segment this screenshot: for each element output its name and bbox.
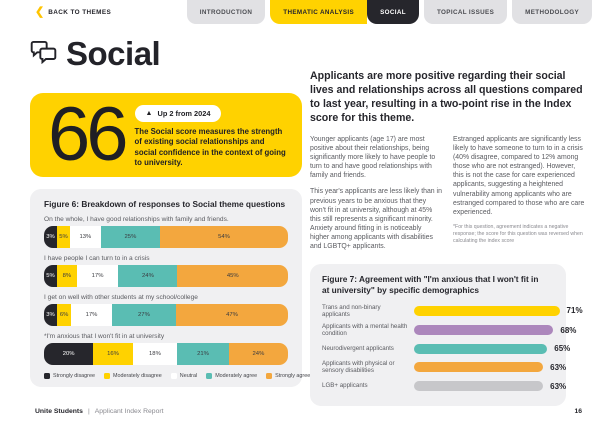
bar-segment-moderately-disagree: [93, 343, 132, 365]
bar-segment-moderately-agree: [101, 226, 160, 248]
body-paragraph: This year's applicants are less likely than in previous years to be anxious that they won't fit in at university, although at 45% this still represents a significant minority. Anxiety around fitting in is noticeably higher among applicants with disabilities and LGBTQ+ applicants.: [310, 188, 442, 251]
tab-thematic-analysis[interactable]: THEMATIC ANALYSIS: [270, 0, 367, 24]
body-column-1: [310, 135, 442, 258]
bar-segment-strongly-agree: [160, 226, 288, 248]
up-triangle-icon: ▲: [145, 110, 153, 118]
bar-segment-neutral: [77, 265, 119, 287]
question-label: *I'm anxious that I won't fit in at university: [44, 333, 165, 340]
demographic-label: Applicants with physical or sensory disabilities: [322, 360, 395, 375]
bar-segment-moderately-disagree: [57, 265, 77, 287]
demographic-label: Neurodivergent applicants: [322, 345, 394, 353]
stacked-bar: [44, 304, 288, 326]
demographic-row: [322, 342, 571, 355]
legend-label: Strongly disagree: [53, 373, 95, 379]
question-label: I have people I can turn to in a crisis: [44, 255, 150, 262]
report-name: Applicant Index Report: [94, 408, 164, 415]
demographic-bar: [414, 344, 547, 354]
figure6-title: Figure 6: Breakdown of responses to Social theme questions: [44, 199, 286, 209]
tab-topical-issues[interactable]: TOPICAL ISSUES: [424, 0, 507, 24]
legend-item: [44, 373, 95, 379]
figure7-panel: [310, 264, 583, 405]
question-group: [44, 216, 288, 248]
page-title: Social: [66, 35, 161, 72]
tab-social[interactable]: SOCIAL: [367, 0, 419, 24]
bar-wrap: [414, 344, 570, 354]
question-label: I get on well with other students at my school/college: [44, 294, 198, 301]
bar-segment-moderately-agree: [177, 343, 229, 365]
segment-value-label: 45%: [226, 273, 239, 279]
segment-value-label: 27%: [138, 312, 150, 318]
fig7-rows: [322, 303, 583, 393]
bar-value-label: 71%: [566, 306, 583, 316]
bar-segment-strongly-disagree: [44, 304, 57, 326]
question-group: [44, 294, 288, 326]
legend-label: Neutral: [179, 373, 198, 379]
body-paragraph: Younger applicants (age 17) are most positive about their relationships, being significantly more likely to have people to turn to and have good relationships with family and friends.: [310, 135, 436, 180]
legend-item: [206, 373, 257, 379]
score-details: [135, 102, 288, 168]
lead-paragraph: Applicants are more positive regarding their social lives and relationships across all questions compared to last year, resulting in a two-point rise in the Index score for this theme.: [310, 70, 583, 124]
legend-swatch: [266, 373, 272, 379]
figure6-panel: [30, 189, 311, 387]
legend-swatch: [44, 373, 50, 379]
score-change-label: Up 2 from 2024: [157, 109, 211, 119]
question-label: On the whole, I have good relationships with family and friends.: [44, 216, 229, 223]
legend-swatch: [171, 373, 177, 379]
segment-value-label: 17%: [91, 273, 104, 279]
page-number: 16: [574, 408, 582, 415]
segment-value-label: 24%: [252, 351, 265, 357]
segment-value-label: 25%: [124, 234, 137, 240]
demographic-label: Applicants with a mental health condition: [322, 323, 408, 338]
demographic-bar: [414, 325, 553, 335]
segment-value-label: 18%: [149, 351, 161, 357]
legend-item: [104, 373, 162, 379]
bar-segment-moderately-disagree: [57, 226, 70, 248]
body-text-columns: [310, 135, 585, 258]
footer-separator: |: [87, 408, 90, 415]
bar-wrap: [414, 325, 576, 335]
bar-segment-strongly-agree: [177, 265, 288, 287]
legend-item: [266, 373, 310, 379]
top-nav: [0, 0, 600, 24]
segment-value-label: 47%: [226, 312, 238, 318]
legend-swatch: [206, 373, 212, 379]
question-group: [44, 333, 288, 365]
stacked-bar: [44, 265, 288, 287]
bar-segment-moderately-agree: [118, 265, 177, 287]
stacked-bar: [44, 343, 288, 365]
score-change-badge: [135, 105, 222, 122]
segment-value-label: 54%: [218, 234, 230, 240]
chevron-left-icon: ❮: [35, 6, 45, 18]
bar-wrap: [414, 362, 566, 372]
segment-value-label: 6%: [59, 312, 69, 318]
bar-segment-moderately-agree: [112, 304, 176, 326]
bar-segment-strongly-disagree: [44, 265, 57, 287]
demographic-bar: [414, 381, 543, 391]
chat-bubbles-icon: [30, 40, 57, 69]
right-column: [310, 24, 585, 406]
demographic-row: [322, 323, 577, 338]
footer-left: [35, 408, 164, 415]
brand-name: Unite Students: [35, 408, 83, 415]
stacked-bar: [44, 226, 288, 248]
bar-segment-strongly-disagree: [44, 226, 57, 248]
demographic-label: LGB+ applicants: [322, 382, 368, 390]
page-footer: [35, 408, 582, 415]
fig6-questions: [44, 216, 288, 365]
tab-introduction[interactable]: INTRODUCTION: [187, 0, 265, 24]
footnote: *For this question, agreement indicates a negative response; the score for this question was reversed when calculating the index score: [453, 223, 583, 244]
main-content: [0, 24, 600, 406]
bar-segment-strongly-agree: [176, 304, 288, 326]
bar-segment-strongly-agree: [229, 343, 288, 365]
score-card: [30, 93, 302, 177]
body-column-2: [453, 135, 585, 258]
fig6-legend: [44, 373, 311, 379]
bar-segment-neutral: [71, 304, 111, 326]
segment-value-label: 5%: [46, 273, 55, 279]
demographic-label: Trans and non-binary applicants: [322, 303, 381, 318]
bar-value-label: 63%: [550, 381, 567, 391]
segment-value-label: 24%: [142, 273, 154, 279]
legend-label: Moderately agree: [215, 373, 258, 379]
left-column: [30, 24, 311, 406]
bar-value-label: 65%: [554, 344, 571, 354]
segment-value-label: 17%: [85, 312, 98, 318]
legend-swatch: [104, 373, 110, 379]
demographic-row: [322, 360, 567, 375]
legend-label: Moderately disagree: [112, 373, 162, 379]
demographic-bar: [414, 362, 543, 372]
demographic-row: [322, 303, 583, 318]
demographic-row: [322, 380, 567, 393]
segment-value-label: 8%: [62, 273, 72, 279]
title-row: [30, 35, 302, 73]
back-label: BACK TO THEMES: [48, 9, 112, 16]
body-paragraph: Estranged applicants are significantly less likely to have someone to turn to in a crisis (40% disagree, compared to 12% among those who are not estranged). However, this is not the case for care experienced applicants, suggesting a heightened vulnerability among applicants who are estranged compared to those who are care experienced.: [453, 135, 585, 216]
bar-wrap: [414, 306, 583, 316]
segment-value-label: 3%: [46, 312, 55, 318]
segment-value-label: 3%: [46, 234, 55, 240]
legend-item: [171, 373, 197, 379]
bar-value-label: 68%: [560, 325, 577, 335]
bar-segment-strongly-disagree: [44, 343, 93, 365]
segment-value-label: 21%: [197, 351, 209, 357]
score-description: The Social score measures the strength of existing social relationships and social confidence in the context of going to university.: [134, 127, 286, 167]
segment-value-label: 5%: [59, 234, 68, 240]
figure7-title: Figure 7: Agreement with "I'm anxious that I won't fit in at university" by specific demographics: [322, 274, 539, 295]
segment-value-label: 20%: [62, 351, 75, 357]
bar-segment-moderately-disagree: [57, 304, 71, 326]
back-to-themes-link[interactable]: [35, 7, 111, 18]
segment-value-label: 13%: [79, 234, 92, 240]
bar-value-label: 63%: [550, 362, 567, 372]
legend-label: Strongly agree: [275, 373, 311, 379]
bar-segment-neutral: [70, 226, 101, 248]
tab-methodology[interactable]: METHODOLOGY: [512, 0, 592, 24]
segment-value-label: 16%: [107, 351, 119, 357]
index-score: 66: [48, 91, 125, 177]
demographic-bar: [414, 306, 560, 316]
question-group: [44, 255, 288, 287]
bar-segment-neutral: [133, 343, 177, 365]
nav-tabs: [182, 0, 592, 24]
bar-wrap: [414, 381, 566, 391]
